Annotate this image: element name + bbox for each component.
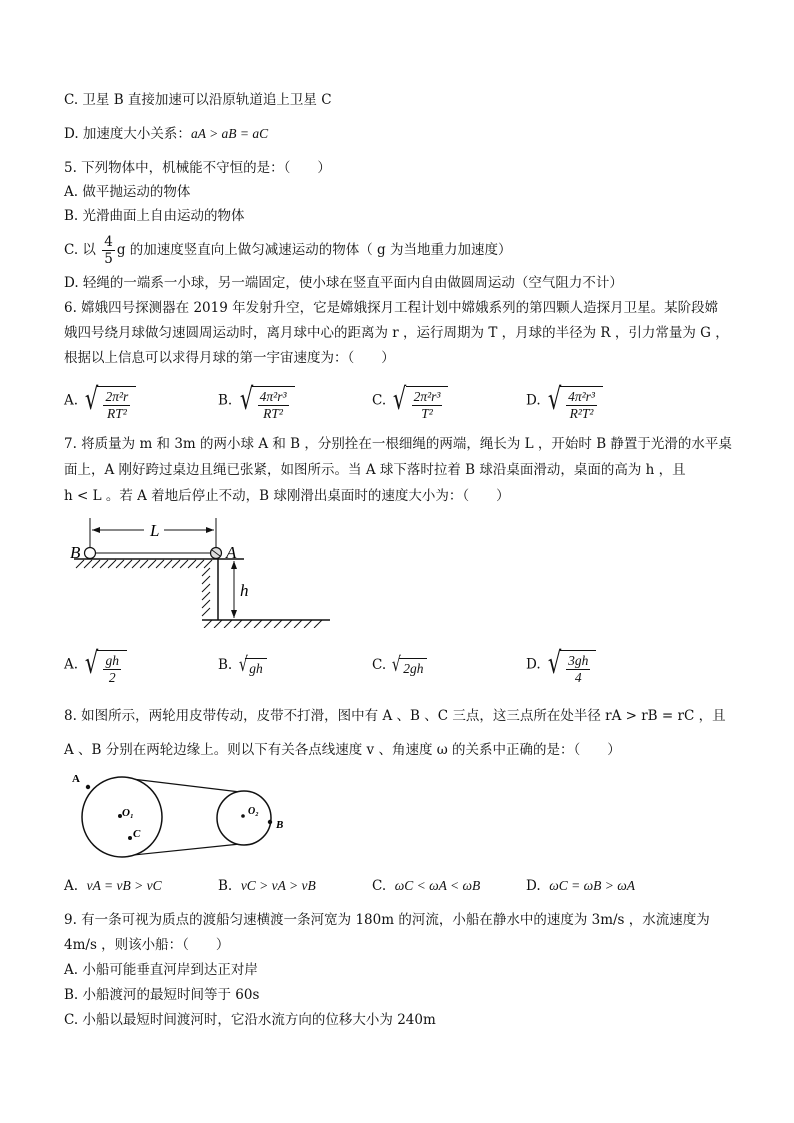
fraction-numerator: gh [105,653,119,668]
radical-sign: √ [392,652,402,676]
label-B: B [276,819,284,831]
q5-option-c-pre: C. 以 [64,242,96,258]
q5-option-a: A. 做平抛运动的物体 [64,184,191,200]
fraction-denominator: RT² [263,406,283,421]
radical-sign: √ [85,382,99,417]
fraction-denominator: 4 [574,670,582,685]
q5-option-c-post: g 的加速度竖直向上做匀减速运动的物体（ g 为当地重力加速度） [116,242,512,258]
q7-stem-line2: 面上，A 刚好跨过桌边且绳已张紧，如图所示。当 A 球下落时拉着 B 球沿桌面滑动，桌面的高为 h ，且 [64,462,686,478]
radical-sign: √ [239,382,253,417]
q4-option-d-expr: aA > aB = aC [190,126,269,141]
option-label: D. [526,878,541,894]
q9-option-b: B. 小船渡河的最短时间等于 60s [64,987,260,1003]
option-label: B. [218,392,233,409]
point-c [128,836,132,840]
q9-stem-line1: 9. 有一条可视为质点的渡船匀速横渡一条河宽为 180m 的河流，小船在静水中的速度为 3m/s ，水流速度为 [64,912,710,928]
sqrt-expression [390,380,448,422]
fraction-denominator: 5 [104,251,113,267]
option-label: C. [372,392,387,409]
q5-option-c-fraction [102,234,115,267]
option-expr: ωC = ωB > ωA [549,878,636,893]
sqrt-body: 2gh [399,658,427,679]
q7-option-b [218,652,267,679]
q7-option-a [64,644,127,686]
sqrt-expression [237,380,295,422]
sqrt-expression [82,644,127,686]
option-label: D. [526,392,541,409]
fraction-denominator: R²T² [569,406,594,421]
q6-option-c [372,380,448,422]
q7-option-d [526,644,596,686]
q9-stem-line2: 4m/s ，则该小船：（ ） [64,937,230,953]
option-label: A. [64,878,79,894]
fraction-numerator: 3gh [568,653,589,668]
label-L: L [150,521,160,540]
label-A: A [226,543,237,562]
q5-option-d: D. 轻绳的一端系一小球，另一端固定，使小球在竖直平面内自由做圆周运动（空气阻力不计） [64,275,623,291]
q9-option-a: A. 小船可能垂直河岸到达正对岸 [64,962,258,978]
q4-option-d-label: D. 加速度大小关系： [64,126,191,142]
radical-sign: √ [393,382,407,417]
q5-option-b: B. 光滑曲面上自由运动的物体 [64,208,245,224]
q8-option-b [218,876,316,896]
option-label: C. [372,878,387,894]
q8-option-d [526,876,635,896]
q9-option-c: C. 小船以最短时间渡河时，它沿水流方向的位移大小为 240m [64,1012,436,1028]
q7-option-c [372,652,427,679]
small-wheel [217,791,271,845]
option-label: C. [372,657,387,673]
q6-option-b [218,380,295,422]
label-A: A [72,773,80,785]
option-label: A. [64,392,79,409]
q7-stem-line1: 7. 将质量为 m 和 3m 的两小球 A 和 B ，分别拴在一根细绳的两端，绳长为 L ，开始时 B 静置于光滑的水平桌 [64,436,732,452]
sqrt-expression [237,652,267,679]
label-O1: O₁ [122,807,134,819]
fraction-numerator: 2π²r [105,389,129,404]
sqrt-expression [545,644,596,686]
sqrt-body: gh [245,658,267,679]
option-expr: vC > vA > vB [240,878,316,893]
fraction-numerator: 4π²r³ [259,389,287,404]
q5-stem: 5. 下列物体中，机械能不守恒的是：（ ） [64,160,331,176]
ball-b [85,548,96,559]
q4-option-c: C. 卫星 B 直接加速可以沿原轨道追上卫星 C [64,92,332,108]
fraction-numerator: 4π²r³ [568,389,595,404]
q6-stem-line2: 娥四号绕月球做匀速圆周运动时，离月球中心的距离为 r ，运行周期为 T ，月球的半径为 R ，引力常量为 G ， [64,325,729,341]
radical-sign: √ [85,646,99,681]
q8-option-a [64,876,162,896]
radical-sign: √ [547,646,562,681]
option-label: D. [526,656,541,673]
q7-stem-line3: h < L 。若 A 着地后停止不动，B 球刚滑出桌面时的速度大小为：（ ） [64,488,510,504]
fraction-numerator: 2π²r³ [413,389,441,404]
sqrt-expression [390,652,427,679]
q7-table-figure [64,512,336,628]
q8-stem-line2: A 、B 分别在两轮边缘上。则以下有关各点线速度 v 、角速度 ω 的关系中正确的是：（ ） [64,742,621,758]
radical-sign: √ [238,652,248,676]
point-a [86,785,90,789]
sqrt-expression [545,380,603,422]
center-o2 [241,814,245,818]
q4-option-d [64,124,268,144]
option-expr: vA = vB > vC [86,878,162,893]
fraction-denominator: 2 [108,670,116,685]
label-B: B [70,543,81,562]
sqrt-expression [82,380,136,422]
option-label: B. [218,657,233,673]
q6-option-a [64,380,136,422]
option-label: B. [218,878,233,894]
option-expr: ωC < ωA < ωB [394,878,481,893]
q5-option-c [64,232,512,268]
q6-option-d [526,380,603,422]
label-O2: O₂ [248,806,259,817]
label-C: C [133,828,141,840]
q8-pulley-figure [64,770,304,862]
q8-stem-line1: 8. 如图所示，两轮用皮带传动，皮带不打滑，图中有 A 、B 、C 三点，这三点所在处半径 rA > rB = rC ，且 [64,708,726,724]
fraction-denominator: T² [421,406,433,421]
radical-sign: √ [547,382,562,417]
q6-stem-line3: 根据以上信息可以求得月球的第一宇宙速度为：（ ） [64,350,395,366]
point-b [268,820,272,824]
q6-stem-line1: 6. 嫦娥四号探测器在 2019 年发射升空，它是嫦娥探月工程计划中嫦娥系列的第四颗人造探月卫星。某阶段嫦 [64,300,719,316]
q8-option-c [372,876,480,896]
option-label: A. [64,656,79,673]
label-h: h [240,581,249,600]
fraction-denominator: RT² [106,406,127,421]
fraction-numerator: 4 [104,234,113,250]
